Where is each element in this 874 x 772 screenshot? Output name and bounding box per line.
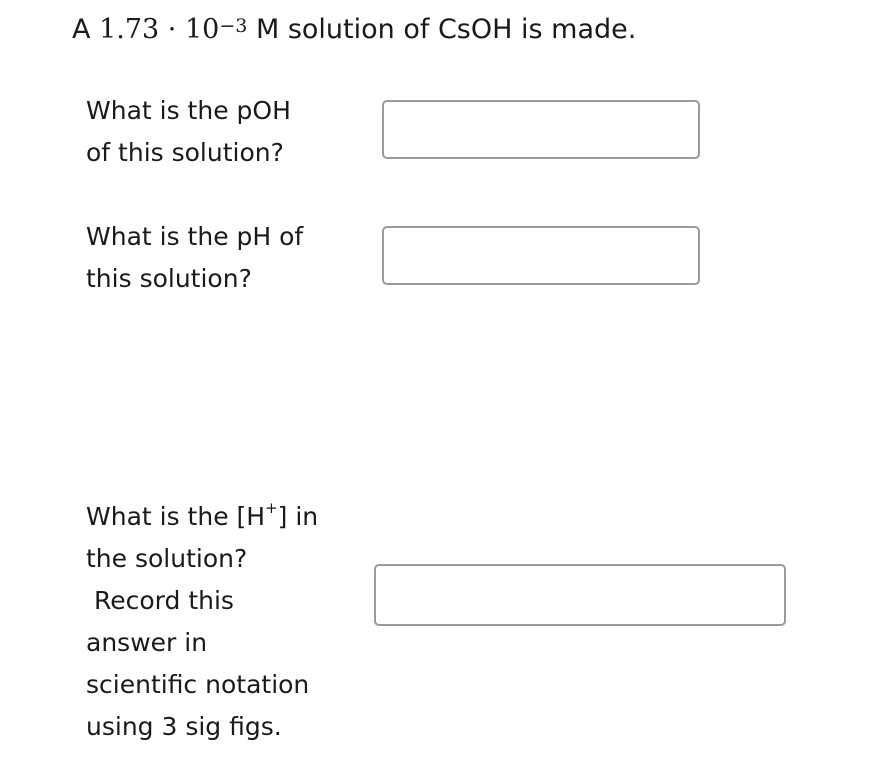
question-h-line: using 3 sig figs.: [86, 712, 282, 741]
question-poh-line: of this solution?: [86, 138, 284, 167]
question-poh: [86, 90, 346, 174]
question-h-line-end: ] in: [277, 502, 319, 531]
question-h-concentration: [86, 496, 346, 748]
question-h-line: Record this: [94, 586, 234, 615]
question-h-line: scientific notation: [86, 670, 310, 699]
question-h-line-start: What is the [H: [86, 502, 266, 531]
question-h-line: answer in: [86, 628, 208, 657]
plus-superscript: +: [265, 498, 278, 517]
question-poh-line: What is the pOH: [86, 96, 291, 125]
question-h-line: the solution?: [86, 544, 248, 573]
h-concentration-answer-input[interactable]: [374, 564, 786, 626]
concentration-base: 10: [184, 14, 220, 45]
question-ph-line: What is the pH of: [86, 222, 304, 251]
problem-statement: [72, 8, 636, 52]
poh-answer-input[interactable]: [382, 100, 700, 159]
concentration-exponent: −3: [219, 15, 248, 37]
statement-suffix: M solution of CsOH is made.: [255, 14, 637, 45]
question-h-line: [86, 496, 346, 538]
statement-prefix: A: [72, 14, 91, 45]
question-ph-line: this solution?: [86, 264, 252, 293]
ph-answer-input[interactable]: [382, 226, 700, 285]
question-ph: [86, 216, 346, 300]
multiply-operator: ·: [167, 14, 177, 45]
concentration-coefficient: 1.73: [99, 14, 160, 45]
